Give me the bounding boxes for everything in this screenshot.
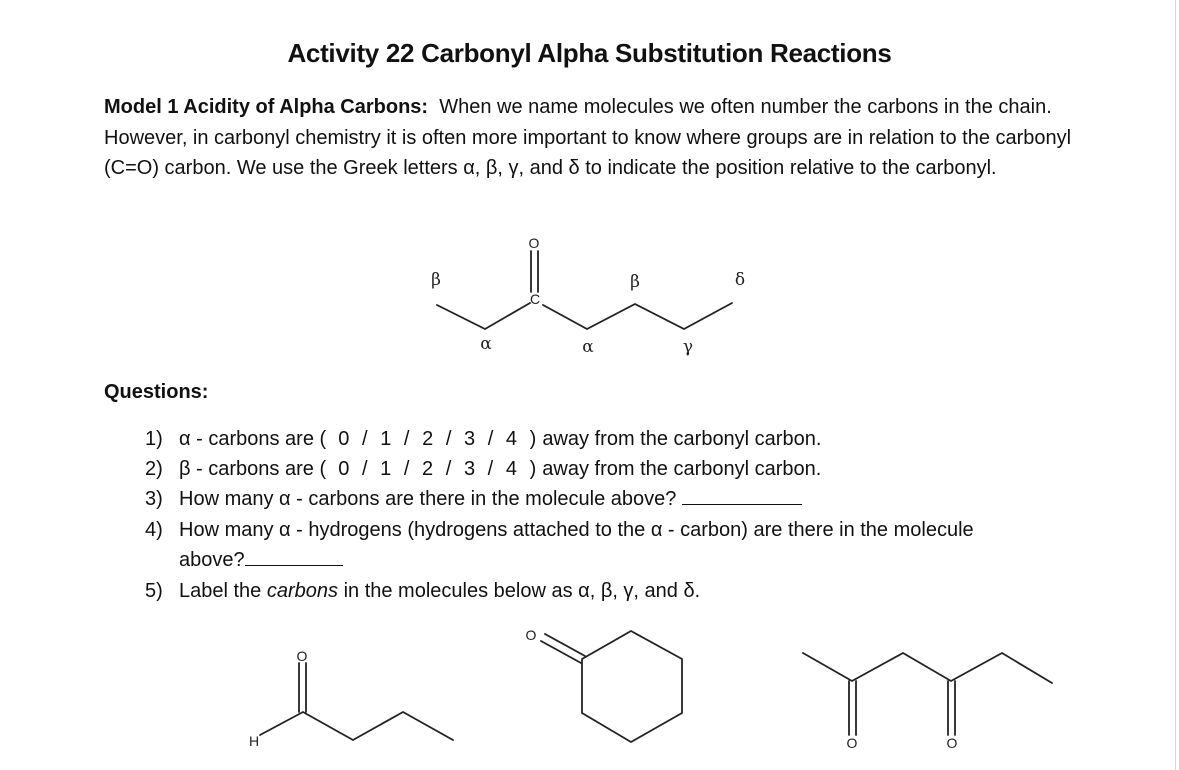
cyclohexanone-molecule (526, 627, 682, 742)
model-oxygen-label: O (528, 235, 540, 251)
question-number: 3) (145, 488, 163, 510)
page-title: Activity 22 Carbonyl Alpha Substitution Reactions (287, 38, 892, 68)
question-number: 4) (145, 519, 163, 541)
model-lead: Model 1 Acidity of Alpha Carbons: (104, 96, 429, 118)
beta-left-label: β (431, 270, 441, 290)
diketone-oxygen-1-label: O (846, 735, 858, 751)
aldehyde-oxygen-label: O (296, 648, 308, 664)
diketone-oxygen-2-label: O (946, 735, 958, 751)
alpha-left-label: α (480, 334, 492, 354)
question-5-suffix: in the molecules below as α, β, γ, and δ. (338, 580, 701, 602)
model-text: When we name molecules we often number the carbons in the chain. However, in carbonyl chemistry it is often more important to know where groups are in relation to the carbonyl (C=O) carbon. We use the Greek letters α, β, γ, and δ to indicate the position relative to the carbonyl. (104, 96, 1072, 179)
question-3-text: How many α - carbons are there in the molecule above? (179, 488, 677, 510)
cyclohexanone-oxygen-label: O (525, 627, 537, 643)
question-4-text-cont: above? (179, 549, 245, 571)
aldehyde-molecule (249, 648, 453, 749)
question-4-text: How many α - hydrogens (hydrogens attached to the α - carbon) are there in the molecule (179, 519, 974, 541)
diketone-molecule (803, 653, 1052, 751)
question-1-options[interactable]: 0 / 1 / 2 / 3 / 4 ) (326, 428, 537, 450)
question-1-prefix: α - carbons are ( (179, 428, 327, 450)
question-number: 2) (145, 458, 163, 480)
aldehyde-hydrogen-label: H (248, 733, 260, 749)
question-5-prefix: Label the (179, 580, 267, 602)
delta-label: δ (734, 270, 746, 290)
beta-right-label: β (630, 272, 640, 292)
question-number: 1) (145, 428, 163, 450)
question-2-prefix: β - carbons are ( (179, 458, 327, 480)
question-2-suffix: away from the carbonyl carbon. (536, 458, 822, 480)
question-2-options[interactable]: 0 / 1 / 2 / 3 / 4 ) (326, 458, 537, 480)
questions-heading: Questions: (104, 381, 209, 403)
question-number: 5) (145, 580, 163, 602)
alpha-right-label: α (582, 337, 594, 357)
model-carbonyl-carbon-label: C (529, 291, 541, 307)
question-5-emphasis: carbons (266, 580, 339, 602)
gamma-label: γ (682, 337, 694, 357)
question-1-suffix: away from the carbonyl carbon. (536, 428, 822, 450)
